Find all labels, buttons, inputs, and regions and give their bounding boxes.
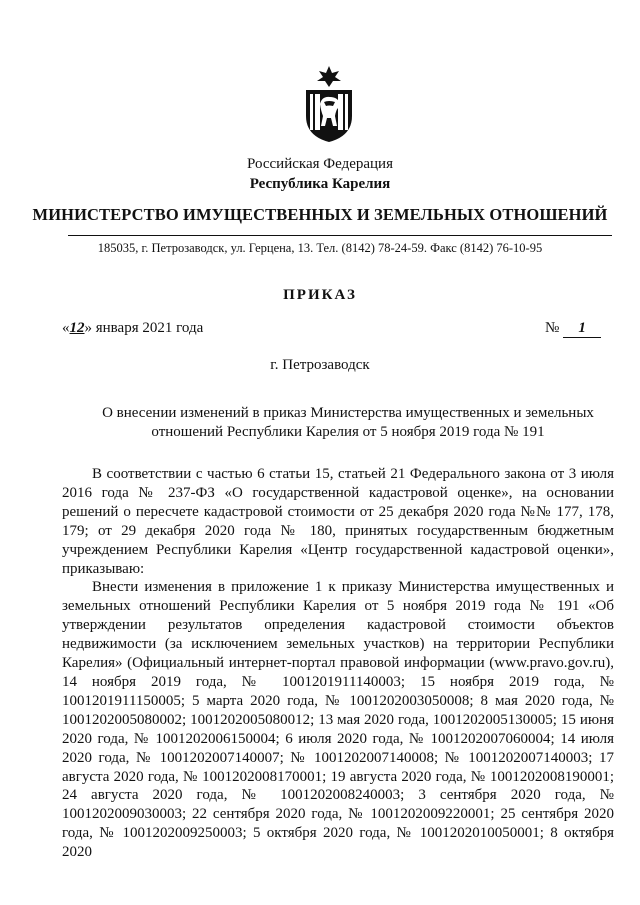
order-city: г. Петрозаводск	[270, 357, 370, 373]
subject-line-1: О внесении изменений в приказ Министерства имущественных и земельных	[102, 405, 594, 421]
body-paragraph-2: Внести изменения в приложение 1 к приказу Министерства имущественных и земельных отношений Республики Карелия от 5 ноября 2019 года № 191 «Об утверждении результатов определения кадастровой стоимости объектов недвижимости (за исключением земельных участков) на территории Республики Карелия» (Официальный интернет-портал правовой информации (www.pravo.gov.ru), 14 ноября 2019 года, № 1001201911140003; 15 ноября 2019 года, № 1001201911150005; 5 марта 2020 года, № 1001202003050008; 8 мая 2020 года, № 1001202005080002; 1001202005080012; 13 мая 2020 года, 1001202005130005; 15 июня 2020 года, № 1001202006150004; 6 июля 2020 года, № 1001202007060004; 14 июля 2020 года, № 1001202007140007; № 1001202007140008; № 1001202007140003; 17 августа 2020 года, № 1001202008170001; 19 августа 2020 года, № 1001202008190001; 24 августа 2020 года, № 1001202008240003; 3 сентября 2020 года, № 1001202009030003; 22 сентября 2020 года, № 1001202009220001; 25 сентября 2020 года, № 1001202009250003; 5 октября 2020 года, № 1001202010050001; 8 октября 2020	[62, 579, 614, 861]
number-value-handwritten: 1	[563, 320, 601, 338]
body-paragraph-1: В соответствии с частью 6 статьи 15, статьей 21 Федерального закона от 3 июля 2016 года № 237-ФЗ «О государственной кадастровой оценке», на основании решений о пересчете кадастровой стоимости от 25 декабря 2020 года №№ 177, 178, 179; от 29 декабря 2020 года № 180, принятых государственным бюджетным учреждением Республики Карелия «Центр государственной кадастровой оценки», приказываю:	[62, 466, 614, 577]
coat-of-arms-icon	[302, 64, 356, 144]
order-number	[545, 320, 601, 338]
ministry-address: 185035, г. Петрозаводск, ул. Герцена, 13. Тел. (8142) 78-24-59. Факс (8142) 76-10-95	[97, 241, 543, 255]
number-label: №	[545, 320, 560, 336]
date-open-quote: «	[62, 320, 70, 336]
date-day-handwritten: 12	[69, 320, 85, 336]
header-divider	[68, 235, 612, 236]
country-name: Российская Федерация	[247, 156, 393, 172]
date-rest: » января 2021 года	[84, 320, 204, 336]
subject-line-2: отношений Республики Карелия от 5 ноября 2019 года № 191	[151, 424, 545, 440]
order-date	[62, 320, 203, 337]
order-title: ПРИКАЗ	[283, 287, 357, 303]
ministry-name: МИНИСТЕРСТВО ИМУЩЕСТВЕННЫХ И ЗЕМЕЛЬНЫХ ОТНОШЕНИЙ	[32, 205, 608, 224]
order-subject	[88, 404, 608, 442]
order-body	[62, 465, 614, 862]
republic-name: Республика Карелия	[249, 176, 391, 192]
